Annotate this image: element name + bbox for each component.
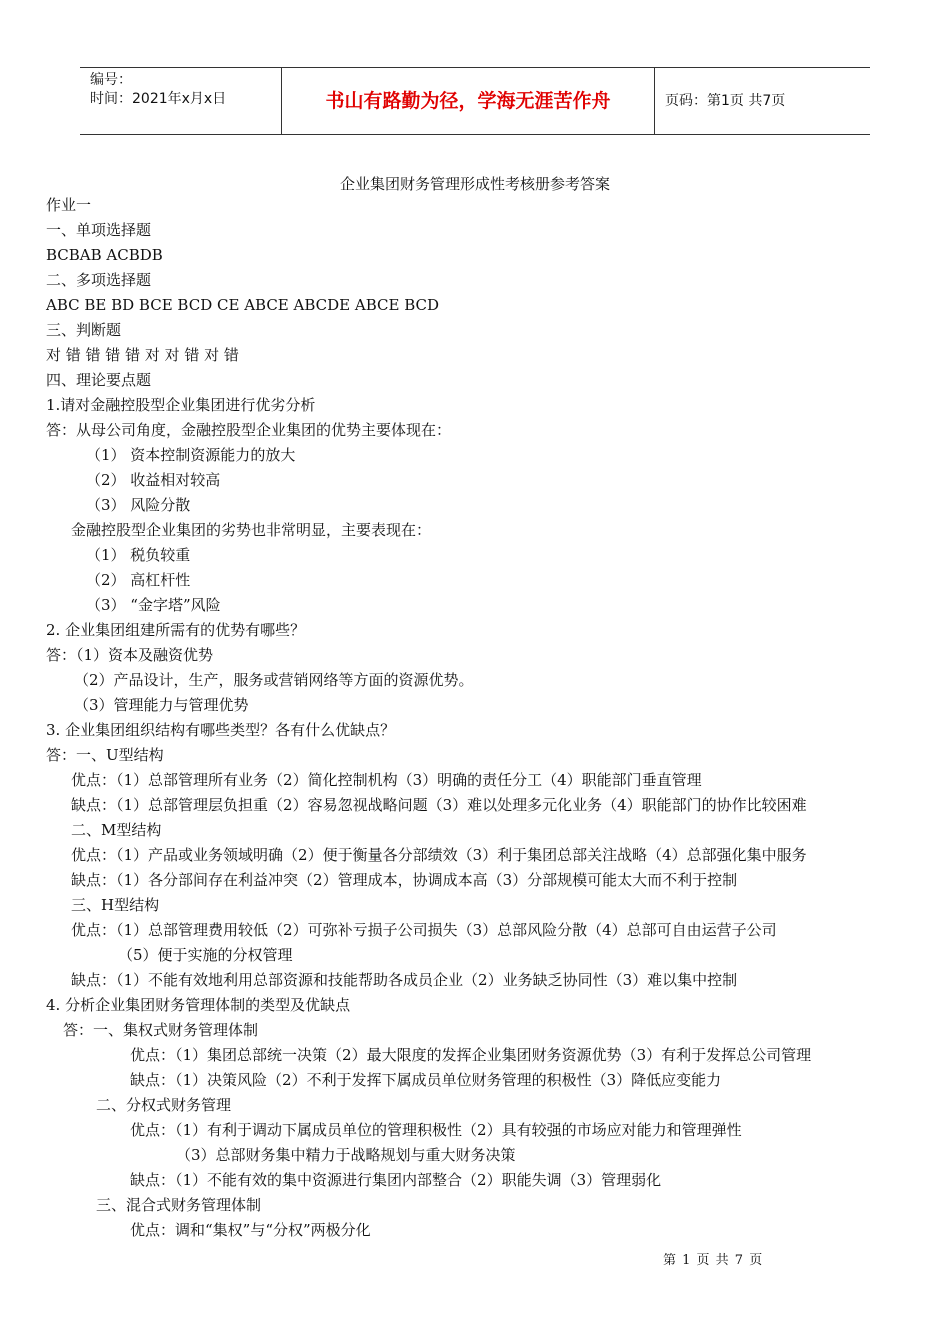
text-line: （1） 税负较重 bbox=[86, 546, 191, 564]
text-line: 三、混合式财务管理体制 bbox=[96, 1196, 262, 1214]
document-date-label: 时间：2021年x月x日 bbox=[90, 91, 227, 107]
text-line: 一、单项选择题 bbox=[46, 221, 152, 239]
text-line: 三、判断题 bbox=[46, 321, 122, 339]
text-line: 答：一、集权式财务管理体制 bbox=[63, 1021, 259, 1039]
text-line: 优点：（1）产品或业务领域明确（2）便于衡量各分部绩效（3）利于集团总部关注战略（4）总部强化集中服务 bbox=[71, 846, 807, 864]
text-line: 2. 企业集团组建所需有的优势有哪些？ bbox=[46, 621, 306, 639]
text-line: 优点：（1）总部管理费用较低（2）可弥补亏损子公司损失（3）总部风险分散（4）总部可自由运营子公司 bbox=[71, 921, 777, 939]
text-line: 1.请对金融控股型企业集团进行优劣分析 bbox=[46, 396, 316, 414]
header-info-cell bbox=[80, 68, 282, 134]
document-title: 企业集团财务管理形成性考核册参考答案 bbox=[339, 175, 610, 193]
text-line: 优点：（1）有利于调动下属成员单位的管理积极性（2）具有较强的市场应对能力和管理弹性 bbox=[130, 1121, 742, 1139]
text-line: 缺点：（1）不能有效地利用总部资源和技能帮助各成员企业（2）业务缺乏协同性（3）难以集中控制 bbox=[71, 971, 738, 989]
document-number-label: 编号： bbox=[90, 72, 132, 88]
text-line: 三、H型结构 bbox=[71, 896, 160, 914]
header-table bbox=[80, 67, 870, 135]
text-line: （3）总部财务集中精力于战略规划与重大财务决策 bbox=[176, 1146, 516, 1164]
text-line: （3）管理能力与管理优势 bbox=[74, 696, 249, 714]
text-line: 缺点：（1）各分部间存在利益冲突（2）管理成本，协调成本高（3）分部规模可能太大而不利于控制 bbox=[71, 871, 738, 889]
text-line: 二、M型结构 bbox=[71, 821, 162, 839]
text-line: 优点：调和“集权”与“分权”两极分化 bbox=[130, 1221, 371, 1239]
text-line: （2） 高杠杆性 bbox=[86, 571, 191, 589]
text-line: 优点：（1）集团总部统一决策（2）最大限度的发挥企业集团财务资源优势（3）有利于发挥总公司管理 bbox=[130, 1046, 812, 1064]
text-line: 4. 分析企业集团财务管理体制的类型及优缺点 bbox=[46, 996, 351, 1014]
text-line: ABC BE BD BCE BCD CE ABCE ABCDE ABCE BCD bbox=[46, 296, 440, 314]
text-line: 二、多项选择题 bbox=[46, 271, 152, 289]
text-line: （2） 收益相对较高 bbox=[86, 471, 221, 489]
text-line: 缺点：（1）决策风险（2）不利于发挥下属成员单位财务管理的积极性（3）降低应变能力 bbox=[130, 1071, 722, 1089]
page-footer: 第 1 页 共 7 页 bbox=[663, 1253, 764, 1268]
text-line: 二、分权式财务管理 bbox=[96, 1096, 232, 1114]
text-line: 优点：（1）总部管理所有业务（2）简化控制机构（3）明确的责任分工（4）职能部门垂直管理 bbox=[71, 771, 702, 789]
text-line: （3） “金字塔”风险 bbox=[86, 596, 221, 614]
text-line: （1） 资本控制资源能力的放大 bbox=[86, 446, 296, 464]
text-line: BCBAB ACBDB bbox=[46, 246, 163, 264]
text-line: 答：（1）资本及融资优势 bbox=[46, 646, 214, 664]
text-line: 对 错 错 错 错 对 对 错 对 错 bbox=[46, 346, 239, 364]
text-line: 四、理论要点题 bbox=[46, 371, 152, 389]
text-line: 缺点：（1）不能有效的集中资源进行集团内部整合（2）职能失调（3）管理弱化 bbox=[130, 1171, 662, 1189]
text-line: 3. 企业集团组织结构有哪些类型？各有什么优缺点？ bbox=[46, 721, 396, 739]
text-line: （3） 风险分散 bbox=[86, 496, 191, 514]
text-line: （5）便于实施的分权管理 bbox=[118, 946, 293, 964]
header-motto: 书山有路勤为径，学海无涯苦作舟 bbox=[282, 68, 655, 134]
text-line: 答：一、U型结构 bbox=[46, 746, 164, 764]
text-line: 答：从母公司角度，金融控股型企业集团的优势主要体现在： bbox=[46, 421, 452, 439]
text-line: 缺点：（1）总部管理层负担重（2）容易忽视战略问题（3）难以处理多元化业务（4）职能部门的协作比较困难 bbox=[71, 796, 807, 814]
text-line: （2）产品设计，生产，服务或营销网络等方面的资源优势。 bbox=[74, 671, 474, 689]
header-page-number: 页码：第1页 共7页 bbox=[665, 93, 786, 109]
text-line: 金融控股型企业集团的劣势也非常明显，主要表现在： bbox=[71, 521, 432, 539]
text-line: 作业一 bbox=[46, 196, 92, 214]
document-body bbox=[46, 193, 926, 1243]
